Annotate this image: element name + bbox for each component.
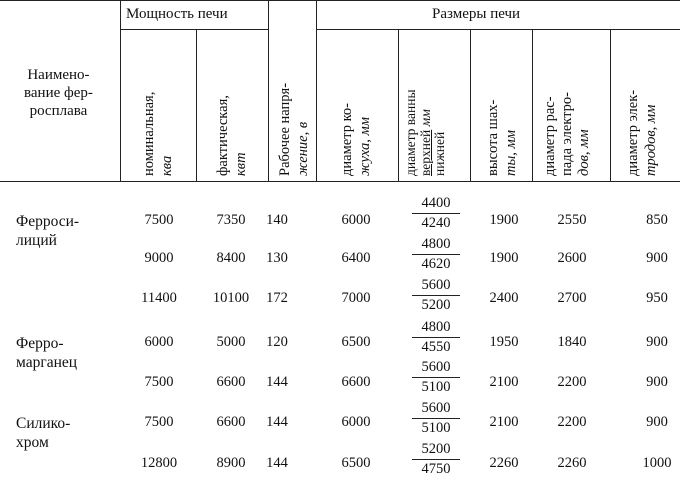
header-line: диаметр ванны xyxy=(403,89,418,176)
cell-nominal: 7500 xyxy=(144,414,174,430)
power-group-rule xyxy=(120,29,268,30)
fraction-bar xyxy=(412,295,460,296)
cell-voltage: 144 xyxy=(266,374,288,390)
cell-bath-fraction xyxy=(408,360,464,395)
cell-casing: 6600 xyxy=(341,374,371,390)
header-line: пада электро- xyxy=(559,92,575,176)
cell-electrode: 850 xyxy=(646,212,668,228)
header-bottom-rule xyxy=(0,181,680,182)
cell-spread: 1840 xyxy=(557,334,587,350)
bath-top: 5200 xyxy=(421,441,451,457)
cell-nominal: 7500 xyxy=(144,212,174,228)
col-divider xyxy=(610,29,611,181)
col-divider xyxy=(316,0,317,181)
group-name xyxy=(16,334,77,372)
cell-spread: 2700 xyxy=(557,290,587,306)
cell-bath-fraction xyxy=(408,442,464,477)
header-voltage xyxy=(276,83,312,176)
header-actual-power xyxy=(214,95,250,176)
group-name-line: Ферро- xyxy=(16,335,64,352)
bath-top: 4800 xyxy=(421,319,451,335)
header-unit: жение, в xyxy=(295,121,311,176)
fraction-bar xyxy=(412,418,460,419)
cell-nominal: 7500 xyxy=(144,374,174,390)
header-unit: дов, мм xyxy=(576,129,592,176)
group-name-line: лиций xyxy=(16,232,57,249)
cell-shaft: 1900 xyxy=(489,212,519,228)
cell-spread: 2200 xyxy=(557,414,587,430)
header-line: Рабочее напря- xyxy=(277,82,293,176)
cell-bath-fraction xyxy=(408,237,464,272)
header-unit: ква xyxy=(159,155,175,176)
cell-voltage: 144 xyxy=(266,414,288,430)
col-divider xyxy=(268,0,269,181)
header-line: диаметр элек- xyxy=(625,89,641,176)
group-name xyxy=(16,414,70,452)
header-bath-top: верхней xyxy=(417,129,433,176)
col-divider xyxy=(470,29,471,181)
col-divider xyxy=(532,29,533,181)
header-line: номинальная, xyxy=(141,91,157,176)
cell-casing: 6500 xyxy=(341,455,371,471)
cell-shaft: 2100 xyxy=(489,414,519,430)
cell-bath-fraction xyxy=(408,196,464,231)
cell-voltage: 140 xyxy=(266,212,288,228)
header-unit: мм xyxy=(417,109,433,127)
cell-actual: 10100 xyxy=(212,290,250,306)
fraction-bar xyxy=(412,213,460,214)
fraction-bar xyxy=(412,459,460,460)
header-name-line: вание фер- xyxy=(24,85,93,101)
group-name-line: Ферроси- xyxy=(16,213,80,230)
group-name xyxy=(16,212,79,250)
cell-casing: 6000 xyxy=(341,212,371,228)
cell-voltage: 172 xyxy=(266,290,288,306)
bath-bottom: 5100 xyxy=(421,379,451,395)
cell-shaft: 2100 xyxy=(489,374,519,390)
cell-actual: 7350 xyxy=(216,212,246,228)
cell-electrode: 900 xyxy=(646,374,668,390)
cell-spread: 2260 xyxy=(557,455,587,471)
bath-bottom: 5200 xyxy=(421,297,451,313)
cell-shaft: 2400 xyxy=(489,290,519,306)
header-unit: ты, мм xyxy=(503,129,519,176)
bath-top: 4400 xyxy=(421,195,451,211)
cell-bath-fraction xyxy=(408,278,464,313)
bath-bottom: 5100 xyxy=(421,420,451,436)
header-unit: квт xyxy=(233,152,249,176)
cell-electrode: 900 xyxy=(646,414,668,430)
fraction-bar xyxy=(412,254,460,255)
cell-casing: 6500 xyxy=(341,334,371,350)
header-electrode-spread xyxy=(542,92,593,176)
cell-voltage: 120 xyxy=(266,334,288,350)
group-name-line: марганец xyxy=(16,354,78,371)
dims-group-rule xyxy=(316,29,680,30)
header-shaft-height xyxy=(484,100,520,176)
header-line: фактическая, xyxy=(215,95,231,176)
cell-actual: 6600 xyxy=(216,414,246,430)
header-bath-bottom: нижней xyxy=(432,131,447,176)
cell-casing: 6400 xyxy=(341,250,371,266)
header-name-column xyxy=(24,66,93,120)
cell-spread: 2200 xyxy=(557,374,587,390)
cell-voltage: 130 xyxy=(266,250,288,266)
cell-nominal: 9000 xyxy=(144,250,174,266)
cell-electrode: 1000 xyxy=(642,455,672,471)
cell-bath-fraction xyxy=(408,401,464,436)
cell-spread: 2550 xyxy=(557,212,587,228)
header-casing-diameter xyxy=(338,103,374,176)
cell-electrode: 900 xyxy=(646,250,668,266)
group-name-line: Силико- xyxy=(16,415,71,432)
cell-actual: 5000 xyxy=(216,334,246,350)
header-nominal-power xyxy=(140,92,176,176)
bath-top: 4800 xyxy=(421,236,451,252)
header-line: диаметр рас- xyxy=(542,96,558,176)
fraction-bar xyxy=(412,337,460,338)
cell-bath-fraction xyxy=(408,320,464,355)
header-line: высота шах- xyxy=(485,99,501,176)
cell-actual: 6600 xyxy=(216,374,246,390)
col-divider xyxy=(398,29,399,181)
cell-nominal: 12800 xyxy=(140,455,178,471)
header-name-line: росплава xyxy=(29,103,88,119)
header-name-line: Наимено- xyxy=(27,67,90,83)
col-divider xyxy=(196,29,197,181)
col-divider xyxy=(120,0,121,181)
cell-casing: 7000 xyxy=(341,290,371,306)
group-name-line: хром xyxy=(16,434,49,451)
header-electrode-diameter xyxy=(624,90,660,176)
bath-top: 5600 xyxy=(421,359,451,375)
cell-shaft: 1900 xyxy=(489,250,519,266)
cell-shaft: 2260 xyxy=(489,455,519,471)
header-unit: тродов, мм xyxy=(643,104,659,176)
cell-actual: 8400 xyxy=(216,250,246,266)
fraction-bar xyxy=(412,377,460,378)
header-line xyxy=(419,89,434,176)
bath-bottom: 4620 xyxy=(421,256,451,272)
header-power-group: Мощность печи xyxy=(126,6,228,22)
bath-bottom: 4240 xyxy=(421,215,451,231)
cell-shaft: 1950 xyxy=(489,334,519,350)
cell-nominal: 6000 xyxy=(144,334,174,350)
bath-top: 5600 xyxy=(421,277,451,293)
cell-casing: 6000 xyxy=(341,414,371,430)
cell-electrode: 950 xyxy=(646,290,668,306)
cell-spread: 2600 xyxy=(557,250,587,266)
bath-bottom: 4750 xyxy=(421,461,451,477)
bath-top: 5600 xyxy=(421,400,451,416)
header-dims-group: Размеры печи xyxy=(432,6,521,22)
cell-actual: 8900 xyxy=(216,455,246,471)
bath-bottom: 4550 xyxy=(421,339,451,355)
header-line: диаметр ко- xyxy=(339,103,355,176)
cell-voltage: 144 xyxy=(266,455,288,471)
cell-nominal: 11400 xyxy=(141,290,177,306)
table-top-rule xyxy=(0,0,680,1)
cell-electrode: 900 xyxy=(646,334,668,350)
header-bath-diameter xyxy=(404,89,448,176)
header-unit: жуха, мм xyxy=(357,117,373,176)
